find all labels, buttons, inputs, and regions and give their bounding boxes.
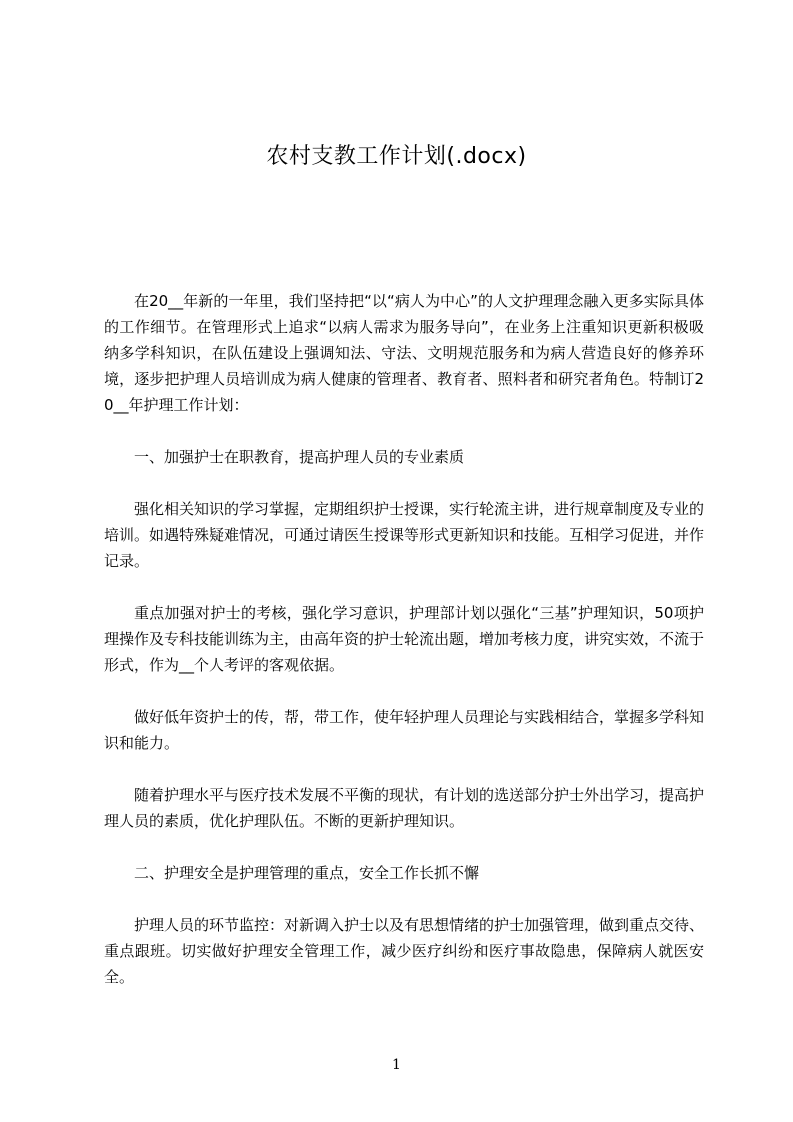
section2-paragraph-1: 护理人员的环节监控：对新调入护士以及有思想情绪的护士加强管理，做到重点交待、重点跟班。切实做好护理安全管理工作，减少医疗纠纷和医疗事故隐患，保障病人就医安全。 <box>104 916 705 986</box>
section1-paragraph-1: 强化相关知识的学习掌握，定期组织护士授课，实行轮流主讲，进行规章制度及专业的培训。如遇特殊疑难情况，可通过请医生授课等形式更新知识和技能。互相学习促进，并作记录。 <box>104 500 705 570</box>
intro-paragraph: 在20__年新的一年里，我们坚持把“以“病人为中心”的人文护理理念融入更多实际具体的工作细节。在管理形式上追求“以病人需求为服务导向”，在业务上注重知识更新积极吸纳多学科知识，在队伍建设上强调知法、守法、文明规范服务和为病人营造良好的修养环境，逐步把护理人员培训成为病人健康的管理者、教育者、照料者和研究者角色。特制订20__年护理工作计划： <box>104 292 704 414</box>
section1-paragraph-3: 做好低年资护士的传，帮，带工作，使年轻护理人员理论与实践相结合，掌握多学科知识和能力。 <box>104 708 705 752</box>
section-heading-2: 二、护理安全是护理管理的重点，安全工作长抓不懈 <box>134 864 480 882</box>
document-title: 农村支教工作计划(.docx) <box>266 144 527 169</box>
section-heading-1: 一、加强护士在职教育，提高护理人员的专业素质 <box>134 448 465 466</box>
document-body <box>104 288 704 1016</box>
section1-paragraph-4: 随着护理水平与医疗技术发展不平衡的现状，有计划的选送部分护士外出学习，提高护理人员的素质，优化护理队伍。不断的更新护理知识。 <box>104 786 705 830</box>
section1-paragraph-2: 重点加强对护士的考核，强化学习意识，护理部计划以强化“三基”护理知识，50项护理操作及专科技能训练为主，由高年资的护士轮流出题，增加考核力度，讲究实效，不流于形式，作为__个人考评的客观依据。 <box>104 604 705 674</box>
page-number: 1 <box>392 1057 401 1073</box>
